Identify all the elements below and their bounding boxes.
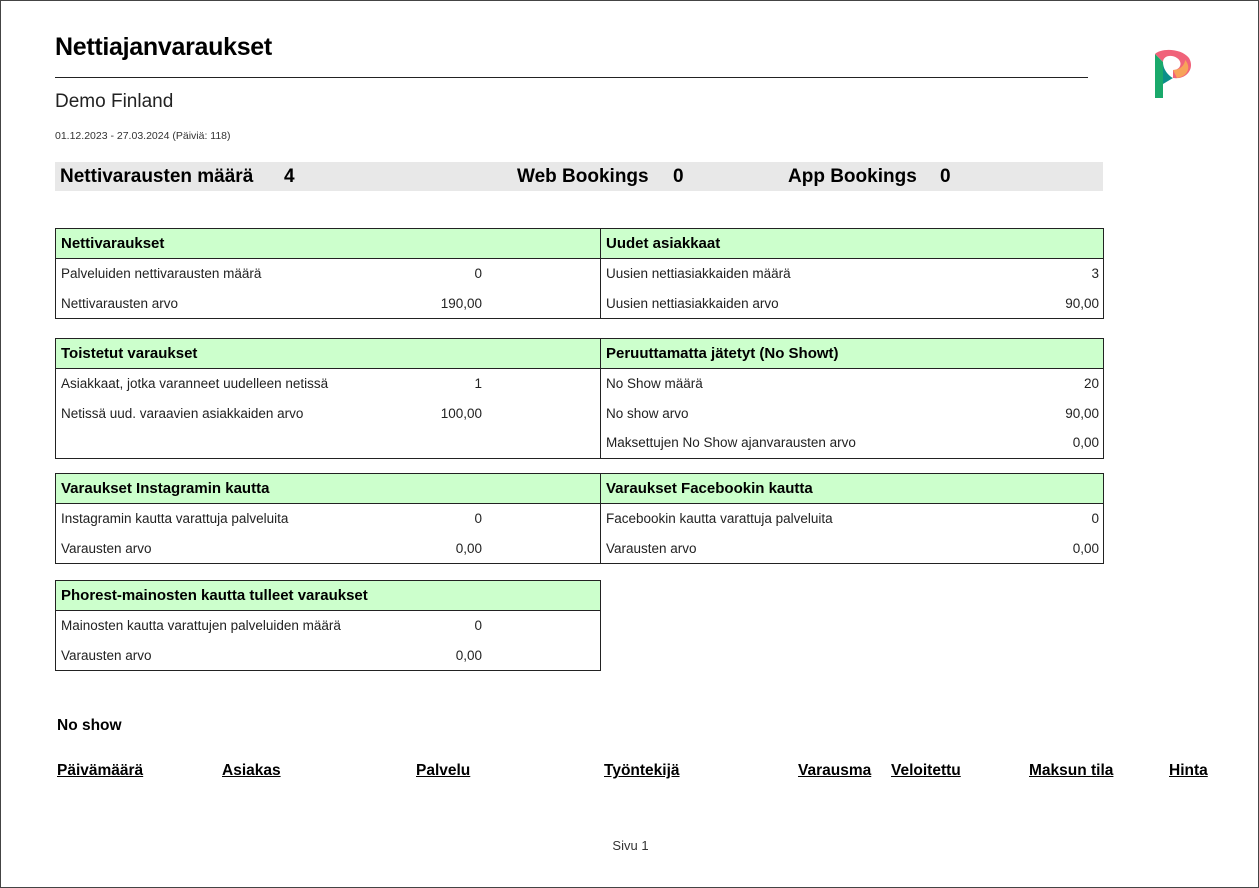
- summary-online-label: Nettivarausten määrä: [60, 166, 254, 187]
- company-name: Demo Finland: [55, 91, 174, 112]
- stat-row: [56, 534, 600, 564]
- stat-label: Netissä uud. varaavien asiakkaiden arvo: [61, 405, 304, 421]
- stat-value: 1: [474, 376, 482, 391]
- stat-label: Uusien nettiasiakkaiden määrä: [606, 266, 791, 281]
- stat-value: 0: [1091, 511, 1099, 526]
- stat-row: [601, 399, 1103, 429]
- summary-web-label: Web Bookings: [517, 166, 649, 187]
- stat-label: No show arvo: [606, 405, 689, 421]
- stat-value: 90,00: [1065, 405, 1099, 421]
- no-show-section-title: No show: [57, 717, 122, 734]
- stat-label: Varausten arvo: [61, 647, 152, 663]
- report-title: Nettiajanvaraukset: [55, 33, 272, 61]
- stat-row: [601, 289, 1103, 319]
- column-header-payment-status: Maksun tila: [1029, 762, 1114, 779]
- column-header-booking: Varausma: [798, 762, 872, 779]
- phorest-logo-icon: [1151, 48, 1193, 100]
- page-number: Sivu 1: [612, 838, 649, 853]
- online-bookings-panel: [55, 228, 1104, 319]
- summary-app-value: 0: [940, 166, 951, 187]
- section-header: Peruuttamatta jätetyt (No Showt): [601, 339, 1103, 369]
- stat-value: 0,00: [1072, 540, 1099, 556]
- summary-app-label: App Bookings: [788, 166, 917, 187]
- stat-row: [601, 259, 1103, 289]
- title-divider: [55, 77, 1088, 78]
- stat-value: 0: [474, 618, 482, 633]
- stat-value: 190,00: [440, 295, 482, 311]
- summary-online-value: 4: [284, 166, 295, 187]
- stat-row: [601, 369, 1103, 399]
- stat-value: 3: [1091, 266, 1099, 281]
- stat-label: Palveluiden nettivarausten määrä: [61, 266, 262, 281]
- summary-web-value: 0: [673, 166, 684, 187]
- section-header: Uudet asiakkaat: [601, 229, 1103, 259]
- section-header: Nettivaraukset: [56, 229, 600, 259]
- column-header-charged: Veloitettu: [891, 762, 961, 779]
- stat-row: [56, 259, 600, 289]
- date-range: 01.12.2023 - 27.03.2024 (Päiviä: 118): [55, 130, 231, 142]
- stat-label: Instagramin kautta varattuja palveluita: [61, 511, 289, 526]
- column-header-client: Asiakas: [222, 762, 281, 779]
- stat-label: Asiakkaat, jotka varanneet uudelleen netissä: [61, 376, 329, 391]
- stat-label: No Show määrä: [606, 376, 703, 391]
- stat-label: Maksettujen No Show ajanvarausten arvo: [606, 435, 856, 450]
- stat-row: [601, 504, 1103, 534]
- column-header-service: Palvelu: [416, 762, 471, 779]
- summary-bar: [55, 162, 1103, 191]
- stat-row: [56, 289, 600, 319]
- section-header: Toistetut varaukset: [56, 339, 600, 369]
- stat-row: [56, 611, 600, 641]
- stat-value: 0,00: [455, 540, 482, 556]
- stat-value: 0: [474, 266, 482, 281]
- stat-label: Uusien nettiasiakkaiden arvo: [606, 295, 779, 311]
- stat-label: Mainosten kautta varattujen palveluiden määrä: [61, 618, 341, 633]
- stat-value: 0,00: [1072, 435, 1099, 450]
- repeat-noshow-panel: [55, 338, 1104, 459]
- stat-label: Facebookin kautta varattuja palveluita: [606, 511, 833, 526]
- section-header: Varaukset Facebookin kautta: [601, 474, 1103, 504]
- stat-row: [601, 428, 1103, 458]
- section-header: Phorest-mainosten kautta tulleet varaukset: [56, 581, 600, 611]
- ads-bookings-panel: [55, 580, 601, 671]
- column-header-price: Hinta: [1169, 762, 1208, 779]
- stat-value: 0: [474, 511, 482, 526]
- stat-row: [56, 504, 600, 534]
- stat-label: Nettivarausten arvo: [61, 295, 179, 311]
- social-bookings-panel: [55, 473, 1104, 564]
- stat-row: [56, 641, 600, 671]
- section-header: Varaukset Instagramin kautta: [56, 474, 600, 504]
- column-header-date: Päivämäärä: [57, 762, 144, 779]
- stat-row: [56, 399, 600, 429]
- stat-row: [601, 534, 1103, 564]
- stat-value: 0,00: [455, 647, 482, 663]
- stat-row: [56, 369, 600, 399]
- stat-label: Varausten arvo: [606, 540, 697, 556]
- stat-value: 100,00: [440, 405, 482, 421]
- stat-label: Varausten arvo: [61, 540, 152, 556]
- stat-value: 90,00: [1065, 295, 1099, 311]
- stat-value: 20: [1083, 376, 1099, 391]
- column-header-staff: Työntekijä: [604, 762, 680, 779]
